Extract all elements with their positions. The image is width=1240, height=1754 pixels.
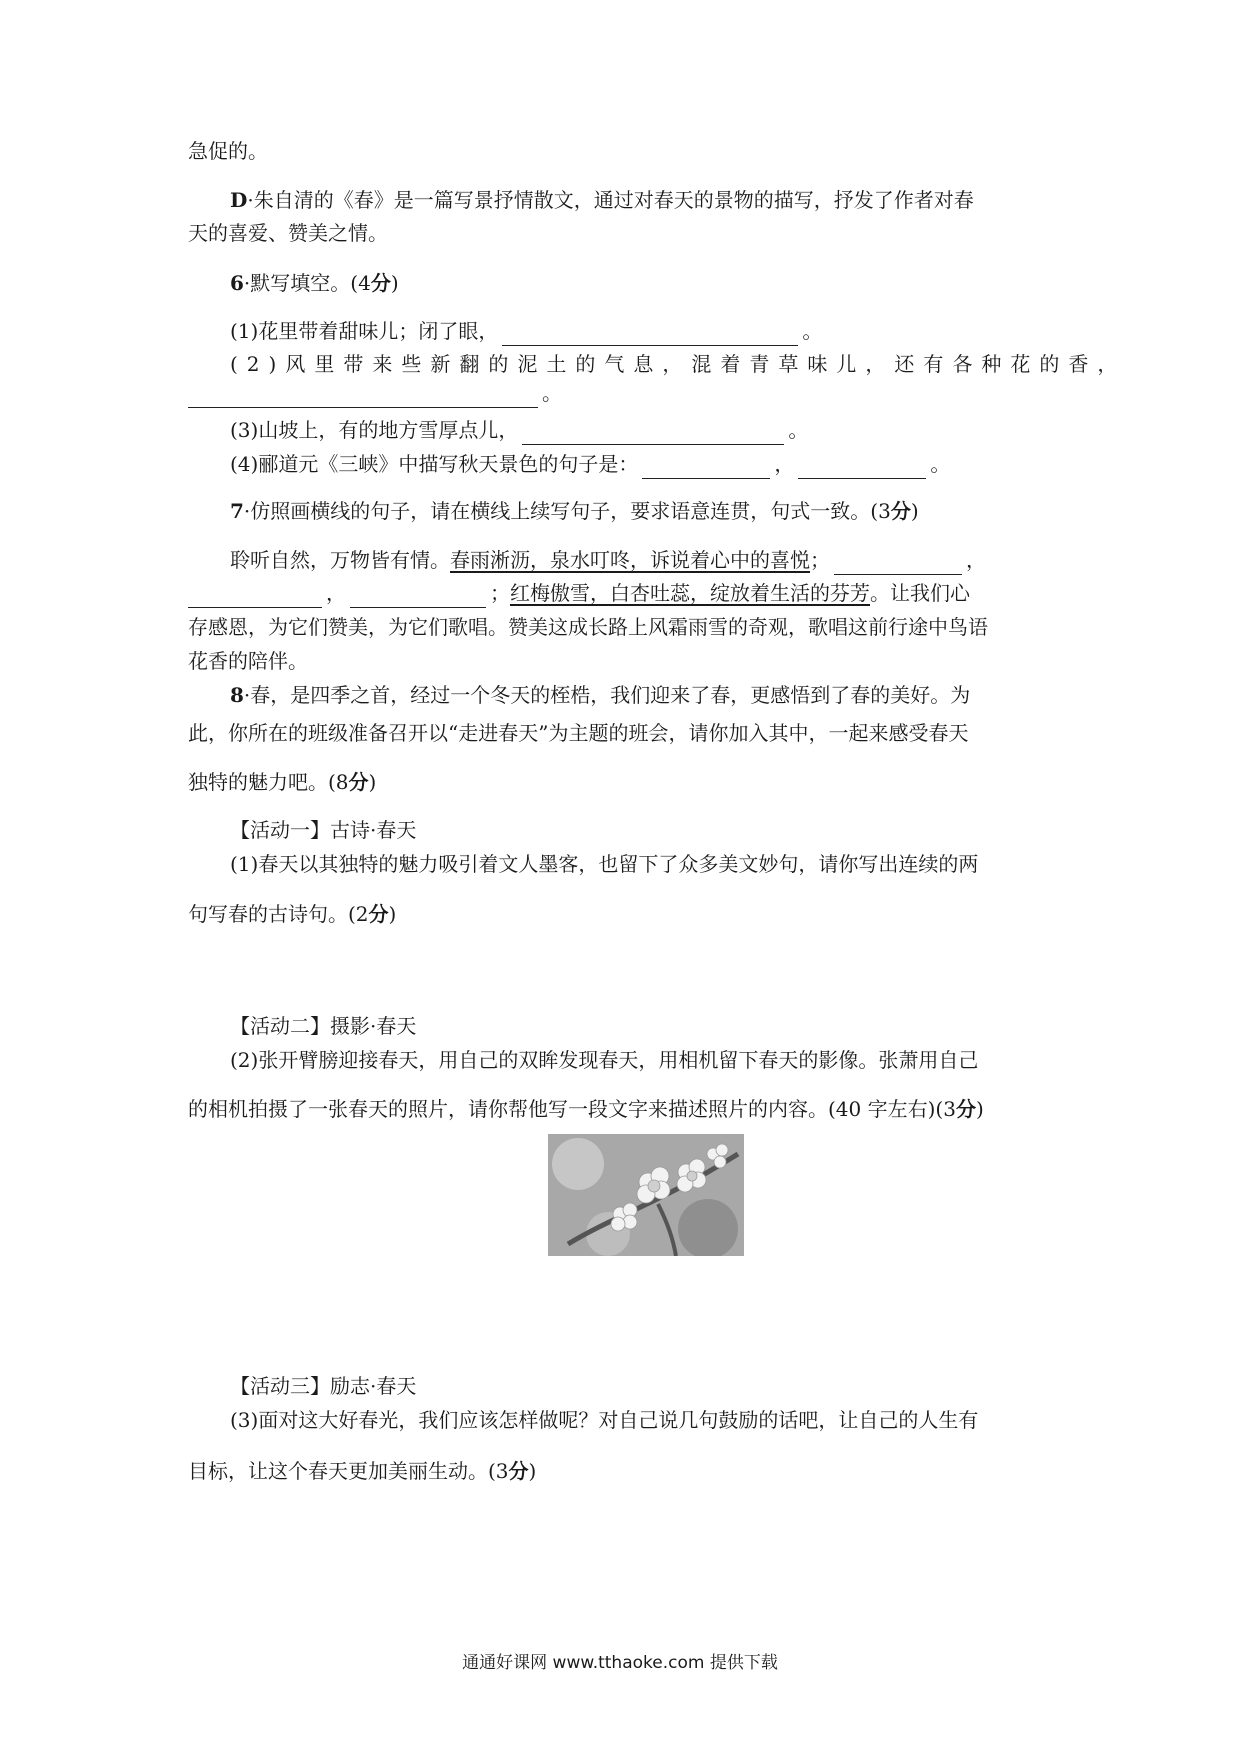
punct: ； — [810, 548, 830, 572]
text: 句写春的古诗句。(2 — [188, 902, 369, 926]
underlined-sentence: 红梅傲雪，白杏吐蕊，绽放着生活的芬芳 — [510, 581, 870, 605]
text: 聆听自然，万物皆有情。 — [230, 548, 450, 572]
item-text: (3)山坡上，有的地方雪厚点儿， — [230, 418, 519, 442]
score-unit: 分 — [890, 499, 911, 523]
punct: 。 — [788, 418, 809, 442]
question-text: ·仿照画横线的句子，请在横线上续写句子，要求语意连贯，句式一致。(3 — [243, 499, 891, 523]
fill-item-3 — [230, 415, 808, 445]
text-line: 此，你所在的班级准备召开以“走进春天”为主题的班会，请你加入其中，一起来感受春天 — [188, 721, 969, 745]
activity-2-heading: 【活动二】摄影·春天 — [230, 1014, 417, 1038]
q7-line-2 — [188, 578, 970, 608]
item-text: (4)郦道元《三峡》中描写秋天景色的句子是： — [230, 452, 639, 476]
question-8-heading — [230, 680, 970, 710]
question-7-heading — [230, 496, 919, 526]
activity-3-heading: 【活动三】励志·春天 — [230, 1374, 417, 1398]
activity-2-question: (2)张开臂膀迎接春天，用自己的双眸发现春天，用相机留下春天的影像。张萧用自己 — [230, 1048, 979, 1072]
text: 独特的魅力吧。(8 — [188, 770, 349, 794]
paren: ) — [910, 499, 919, 523]
paren: ) — [528, 1459, 537, 1483]
option-text: ·朱自清的《春》是一篇写景抒情散文，通过对春天的景物的描写，抒发了作者对春 — [247, 188, 974, 212]
fill-item-2-cont — [188, 378, 562, 408]
item-text: (1)花里带着甜味儿；闭了眼， — [230, 319, 499, 343]
score-unit: 分 — [955, 1097, 976, 1121]
q7-line-3: 存感恩，为它们赞美，为它们歌唱。赞美这成长路上风霜雨雪的奇观，歌唱这前行途中鸟语 — [188, 615, 988, 639]
text-line — [188, 767, 376, 797]
question-text: ·默写填空。(4 — [243, 271, 371, 295]
underlined-sentence: 春雨淅沥，泉水叮咚，诉说着心中的喜悦 — [450, 548, 810, 572]
activity-1-question: (1)春天以其独特的魅力吸引着文人墨客，也留下了众多美文妙句，请你写出连续的两 — [230, 852, 979, 876]
answer-blank[interactable] — [522, 422, 784, 445]
score-unit: 分 — [368, 902, 389, 926]
score-unit: 分 — [508, 1459, 529, 1483]
answer-blank[interactable] — [642, 456, 770, 479]
paren: ) — [388, 902, 397, 926]
question-6-heading — [230, 268, 399, 298]
text: 的相机拍摄了一张春天的照片，请你帮他写一段文字来描述照片的内容。(40 字左右)(3 — [188, 1097, 956, 1121]
punct: 。 — [930, 452, 951, 476]
answer-blank[interactable] — [834, 552, 962, 575]
punct: ， — [774, 452, 795, 476]
paren: ) — [390, 271, 399, 295]
punct: 。 — [802, 319, 823, 343]
option-letter: D — [230, 188, 248, 212]
text-line: 急促的。 — [188, 139, 268, 163]
option-d — [230, 185, 974, 215]
punct: ； — [490, 581, 510, 605]
text-line: 天的喜爱、赞美之情。 — [188, 221, 388, 245]
spring-blossom-photo — [548, 1134, 744, 1256]
question-text: ·春，是四季之首，经过一个冬天的桎梏，我们迎来了春，更感悟到了春的美好。为 — [243, 683, 971, 707]
answer-blank[interactable] — [798, 456, 926, 479]
text-line — [188, 1094, 984, 1124]
paren: ) — [368, 770, 377, 794]
question-number: 8 — [230, 683, 244, 707]
blossom-image — [548, 1134, 744, 1256]
q7-line-1 — [230, 545, 986, 575]
answer-blank[interactable] — [188, 385, 538, 408]
activity-1-heading: 【活动一】古诗·春天 — [230, 818, 417, 842]
score-unit: 分 — [348, 770, 369, 794]
item-text: (2)风里带来些新翻的泥土的气息，混着青草味儿，还有各种花的香， — [230, 352, 1127, 376]
activity-3-question: (3)面对这大好春光，我们应该怎样做呢？对自己说几句鼓励的话吧，让自己的人生有 — [230, 1408, 979, 1432]
text-line — [188, 899, 396, 929]
answer-blank[interactable] — [188, 585, 322, 608]
punct: ， — [966, 548, 986, 572]
score-unit: 分 — [370, 271, 391, 295]
text: 。让我们心 — [870, 581, 970, 605]
page-footer: 通通好课网 www.tthaoke.com 提供下载 — [462, 1653, 778, 1673]
fill-item-4 — [230, 449, 950, 479]
text: 目标，让这个春天更加美丽生动。(3 — [188, 1459, 509, 1483]
fill-item-1 — [230, 316, 822, 346]
fill-item-2 — [230, 349, 1126, 379]
paren: ) — [975, 1097, 984, 1121]
punct: ， — [326, 581, 346, 605]
question-number: 6 — [230, 271, 244, 295]
punct: 。 — [542, 381, 562, 405]
answer-blank[interactable] — [502, 323, 798, 346]
text-line — [188, 1456, 536, 1486]
question-number: 7 — [230, 499, 244, 523]
answer-blank[interactable] — [350, 585, 486, 608]
q7-line-4: 花香的陪伴。 — [188, 649, 308, 673]
